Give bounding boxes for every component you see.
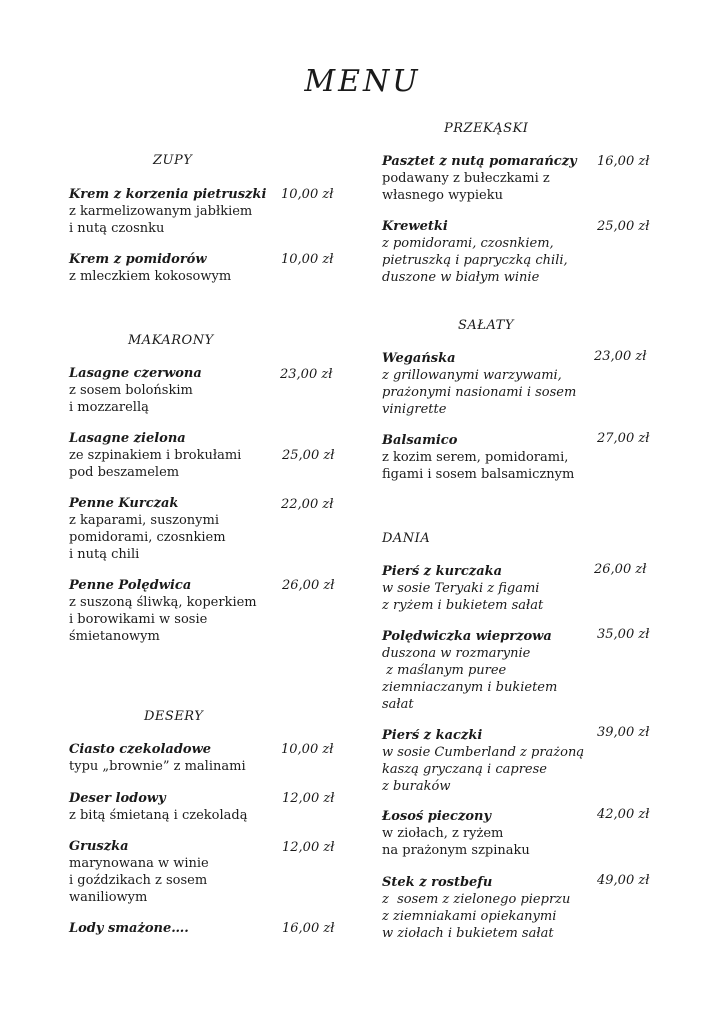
item-desc: pod beszamelem	[69, 465, 180, 480]
item-desc: w sosie Cumberland z prażoną	[382, 745, 585, 760]
menu-item	[69, 920, 189, 937]
item-price: 16,00 zł	[597, 154, 650, 169]
menu-item	[69, 838, 209, 906]
item-price: 12,00 zł	[282, 840, 335, 855]
item-desc: i goździkach z sosem	[69, 873, 208, 888]
menu-item	[69, 365, 202, 416]
item-price: 22,00 zł	[281, 497, 334, 512]
item-name: Stek z rostbefu	[382, 875, 493, 890]
item-price: 25,00 zł	[597, 219, 650, 234]
section-heading-makarony: MAKARONY	[128, 333, 214, 348]
menu-item	[382, 874, 570, 942]
item-name: Lasagne zielona	[69, 431, 186, 446]
item-name: Lasagne czerwona	[69, 366, 202, 381]
menu-item	[382, 727, 584, 795]
item-desc: na prażonym szpinaku	[382, 843, 530, 858]
item-price: 39,00 zł	[597, 725, 650, 740]
item-price: 12,00 zł	[282, 791, 335, 806]
item-name: Łosoś pieczony	[382, 809, 492, 824]
menu-item	[69, 790, 247, 824]
item-desc: duszona w rozmarynie	[382, 646, 531, 661]
item-name: Deser lodowy	[69, 791, 166, 806]
item-desc: vinigrette	[382, 402, 447, 417]
item-price: 42,00 zł	[597, 807, 650, 822]
item-desc: z bitą śmietaną i czekoladą	[69, 808, 248, 823]
item-price: 10,00 zł	[281, 187, 334, 202]
section-heading-salaty: SAŁATY	[458, 318, 514, 333]
section-heading-desery: DESERY	[144, 709, 204, 724]
menu-item	[69, 577, 257, 645]
menu-item	[69, 186, 266, 237]
item-name: Penne Polędwica	[69, 578, 192, 593]
item-desc: prażonymi nasionami i sosem	[382, 385, 577, 400]
item-name: Penne Kurczak	[69, 496, 179, 511]
menu-item	[382, 628, 557, 713]
item-name: Krewetki	[382, 219, 448, 234]
item-desc: pietruszką i papryczką chili,	[382, 253, 568, 268]
section-heading-dania: DANIA	[382, 531, 431, 546]
item-price: 27,00 zł	[597, 431, 650, 446]
item-desc: i nutą chili	[69, 547, 140, 562]
item-name: Wegańska	[382, 351, 456, 366]
item-desc: z grillowanymi warzywami,	[382, 368, 562, 383]
item-desc: z maślanym puree	[382, 663, 507, 678]
menu-item	[69, 430, 241, 481]
item-price: 16,00 zł	[282, 921, 335, 936]
item-name: Lody smażone….	[69, 921, 189, 936]
item-desc: z kozim serem, pomidorami,	[382, 450, 569, 465]
menu-item	[382, 153, 577, 204]
item-desc: waniliowym	[69, 890, 148, 905]
menu-item	[69, 495, 226, 563]
menu-item	[382, 350, 576, 418]
item-desc: ze szpinakiem i brokułami	[69, 448, 242, 463]
menu-item	[69, 251, 231, 285]
item-price: 26,00 zł	[594, 562, 647, 577]
item-desc: śmietanowym	[69, 629, 160, 644]
item-price: 10,00 zł	[281, 742, 334, 757]
item-name: Krem z pomidorów	[69, 252, 207, 267]
item-desc: z suszoną śliwką, koperkiem	[69, 595, 257, 610]
item-desc: w ziołach, z ryżem	[382, 826, 504, 841]
item-name: Ciasto czekoladowe	[69, 742, 212, 757]
item-desc: z pomidorami, czosnkiem,	[382, 236, 554, 251]
item-desc: własnego wypieku	[382, 188, 504, 203]
item-desc: figami i sosem balsamicznym	[382, 467, 575, 482]
item-desc: z mleczkiem kokosowym	[69, 269, 232, 284]
item-price: 10,00 zł	[281, 252, 334, 267]
item-desc: z sosem bolońskim	[69, 383, 193, 398]
item-desc: z buraków	[382, 779, 451, 794]
item-name: Pasztet z nutą pomarańczy	[382, 154, 577, 169]
item-desc: i borowikami w sosie	[69, 612, 208, 627]
menu-item	[382, 432, 574, 483]
item-price: 23,00 zł	[594, 349, 647, 364]
item-desc: ziemniaczanym i bukietem	[382, 680, 558, 695]
item-desc: z ryżem i bukietem sałat	[382, 598, 544, 613]
item-price: 25,00 zł	[282, 448, 335, 463]
menu-item	[382, 808, 530, 859]
item-price: 23,00 zł	[280, 367, 333, 382]
item-price: 49,00 zł	[597, 873, 650, 888]
item-price: 26,00 zł	[282, 578, 335, 593]
item-desc: podawany z bułeczkami z	[382, 171, 550, 186]
item-desc: duszone w białym winie	[382, 270, 540, 285]
menu-item	[382, 218, 568, 286]
item-name: Pierś z kaczki	[382, 728, 483, 743]
item-desc: w ziołach i bukietem sałat	[382, 926, 554, 941]
item-desc: sałat	[382, 697, 414, 712]
item-desc: i mozzarellą	[69, 400, 149, 415]
item-desc: kaszą gryczaną i caprese	[382, 762, 547, 777]
item-desc: i nutą czosnku	[69, 221, 165, 236]
item-desc: pomidorami, czosnkiem	[69, 530, 226, 545]
section-heading-zupy: ZUPY	[153, 153, 193, 168]
item-desc: z sosem z zielonego pieprzu	[382, 892, 571, 907]
menu-title: MENU	[304, 64, 421, 99]
item-price: 35,00 zł	[597, 627, 650, 642]
item-name: Polędwiczka wieprzowa	[382, 629, 552, 644]
item-desc: marynowana w winie	[69, 856, 209, 871]
menu-item	[382, 563, 543, 614]
menu-item	[69, 741, 246, 775]
item-desc: z karmelizowanym jabłkiem	[69, 204, 253, 219]
item-name: Pierś z kurczaka	[382, 564, 503, 579]
item-name: Gruszka	[69, 839, 129, 854]
item-desc: z ziemniakami opiekanymi	[382, 909, 557, 924]
item-desc: z kaparami, suszonymi	[69, 513, 219, 528]
item-desc: typu „brownie” z malinami	[69, 759, 246, 774]
item-name: Krem z korzenia pietruszki	[69, 187, 267, 202]
item-desc: w sosie Teryaki z figami	[382, 581, 540, 596]
section-heading-przekaski: PRZEKĄSKI	[444, 121, 529, 136]
item-name: Balsamico	[382, 433, 458, 448]
